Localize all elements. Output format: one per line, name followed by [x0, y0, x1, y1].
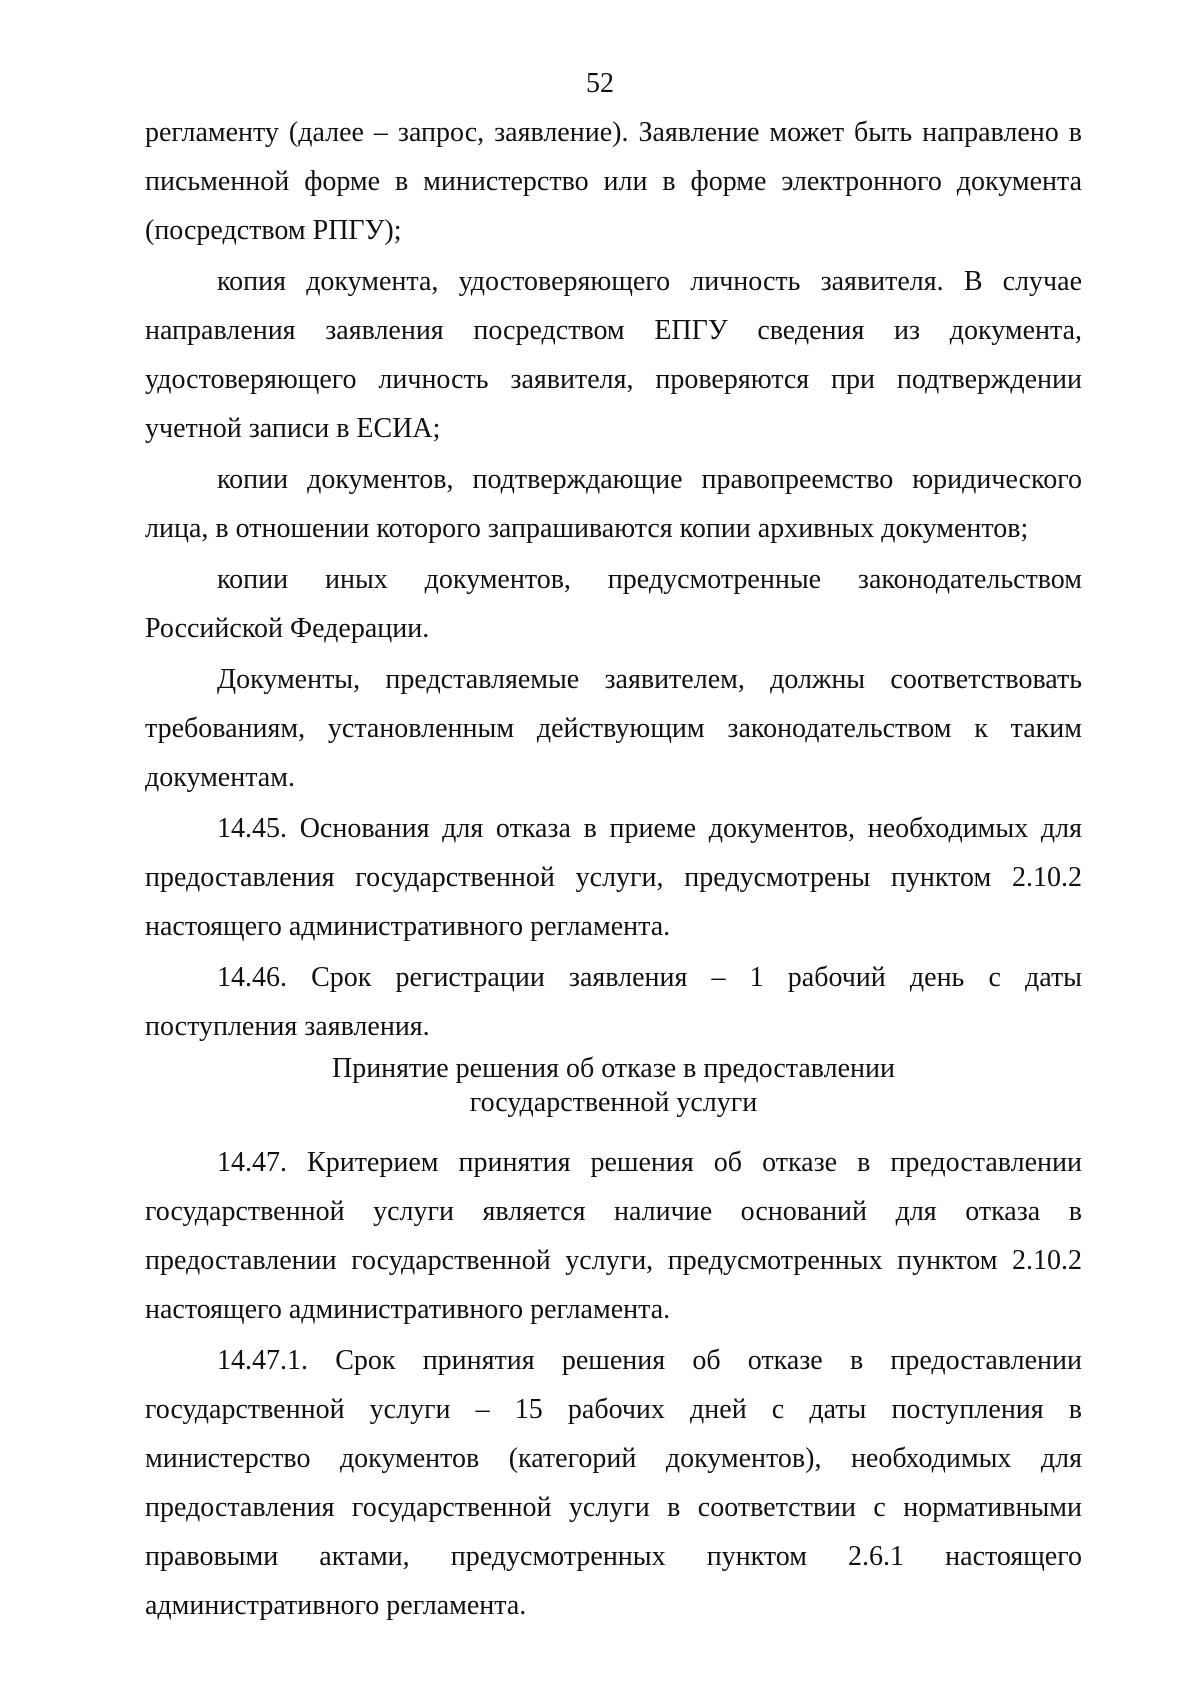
paragraph-request-continuation: регламенту (далее – запрос, заявление). Заявление может быть направлено в письменной форме в министерство или в форме электронного документа (посредством РПГУ); — [145, 117, 1082, 246]
document-body — [145, 108, 1082, 1630]
page-number: 52 — [586, 68, 614, 99]
paragraph-document-requirements: Документы, представляемые заявителем, должны соответствовать требованиям, установленным действующим законодательством к таким документам. — [145, 664, 1082, 793]
paragraph-identity-document: копия документа, удостоверяющего личность заявителя. В случае направления заявления посредством ЕПГУ сведения из документа, удостоверяющего личность заявителя, проверяются при подтверждении учетной записи в ЕСИА; — [145, 266, 1082, 444]
section-heading-line-1: Принятие решения об отказе в предоставлении — [331, 1053, 896, 1084]
section-heading — [145, 1052, 1082, 1120]
paragraph-14-47-1: 14.47.1. Срок принятия решения об отказе в предоставлении государственной услуги – 15 рабочих дней с даты поступления в министерство документов (категорий документов), необходимых для предоставления государственной услуги в соответствии с нормативными правовыми актами, предусмотренных пунктом 2.6.1 настоящего административного регламента. — [145, 1345, 1082, 1621]
paragraph-other-documents: копии иных документов, предусмотренные законодательством Российской Федерации. — [145, 564, 1082, 644]
paragraph-14-46: 14.46. Срок регистрации заявления – 1 рабочий день с даты поступления заявления. — [145, 962, 1082, 1042]
paragraph-succession-documents: копии документов, подтверждающие правопреемство юридического лица, в отношении которого запрашиваются копии архивных документов; — [145, 464, 1082, 544]
section-heading-line-2: государственной услуги — [469, 1087, 758, 1118]
paragraph-14-45: 14.45. Основания для отказа в приеме документов, необходимых для предоставления государственной услуги, предусмотрены пунктом 2.10.2 настоящего административного регламента. — [145, 813, 1082, 942]
paragraph-14-47: 14.47. Критерием принятия решения об отказе в предоставлении государственной услуги является наличие оснований для отказа в предоставлении государственной услуги, предусмотренных пунктом 2.10.2 настоящего административного регламента. — [145, 1147, 1082, 1325]
